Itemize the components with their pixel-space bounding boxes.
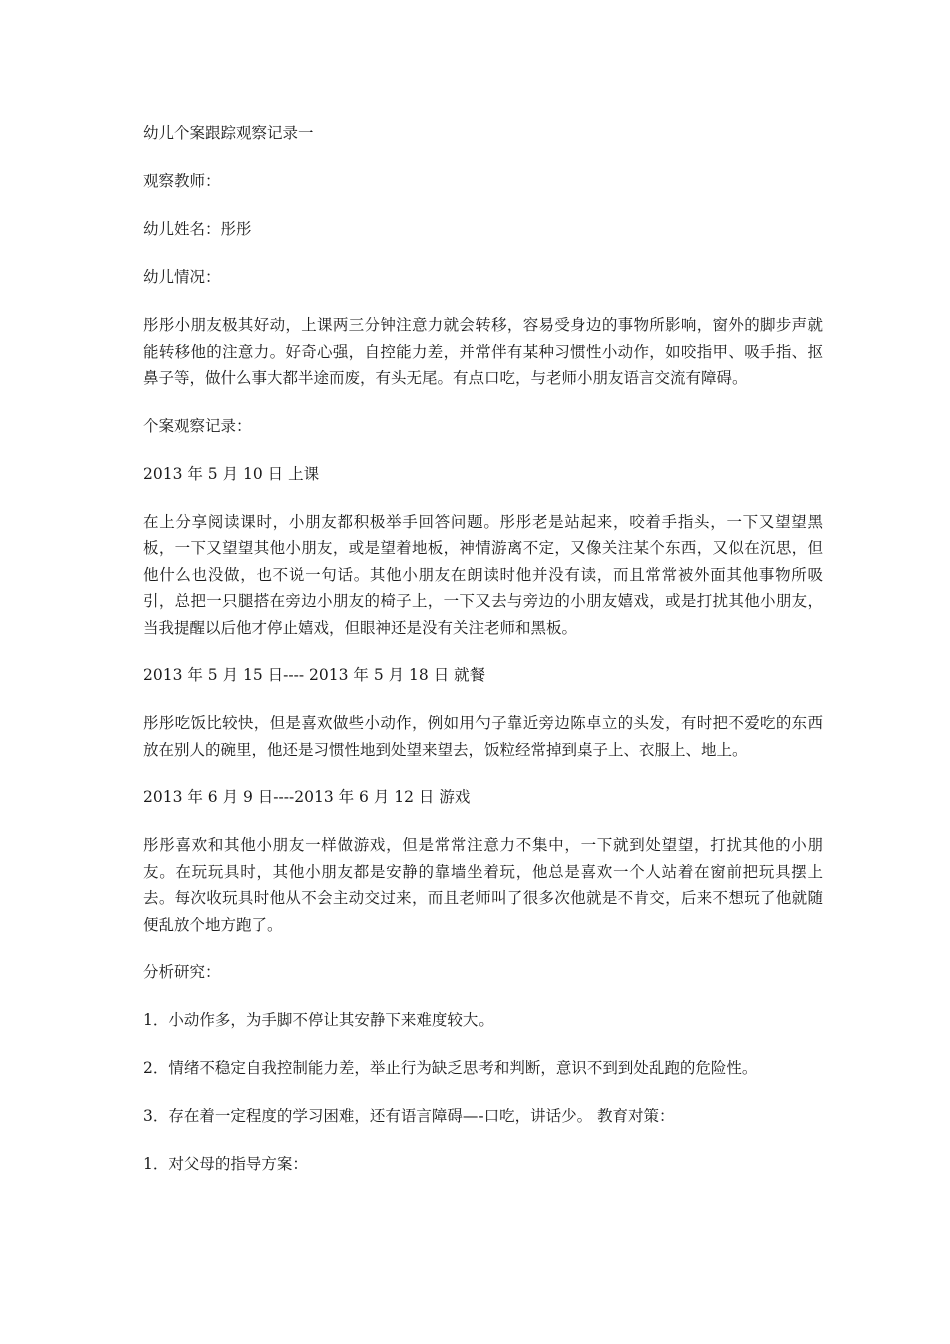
child-name-line: 幼儿姓名：彤彤 — [143, 220, 252, 238]
analysis-item-1: 1．小动作多，为手脚不停让其安静下来难度较大。 — [143, 1011, 494, 1029]
document-body — [143, 120, 823, 1199]
record-text-2: 彤彤吃饭比较快，但是喜欢做些小动作，例如用勺子靠近旁边陈卓立的头发，有时把不爱吃的东西放在别人的碗里，他还是习惯性地到处望来望去，饭粒经常掉到桌子上、衣服上、地上。 — [143, 714, 823, 759]
document-title: 幼儿个案跟踪观察记录一 — [143, 124, 314, 142]
analysis-item-3: 3．存在着一定程度的学习困难，还有语言障碍—-口吃，讲话少。 教育对策： — [143, 1107, 675, 1125]
record-date-1: 2013 年 5 月 10 日 上课 — [143, 464, 320, 483]
record-label: 个案观察记录： — [143, 416, 252, 435]
observer-label: 观察教师： — [143, 172, 221, 190]
record-text-1: 在上分享阅读课时，小朋友都积极举手回答问题。彤彤老是站起来，咬着手指头，一下又望望黑板，一下又望望其他小朋友，或是望着地板，神情游离不定，又像关注某个东西，又似在沉思，但他什么也没做，也不说一句话。其他小朋友在朗读时他并没有读，而且常常被外面其他事物所吸引，总把一只腿搭在旁边小朋友的椅子上，一下又去与旁边的小朋友嬉戏，或是打扰其他小朋友，当我提醒以后他才停止嬉戏，但眼神还是没有关注老师和黑板。 — [143, 512, 823, 637]
analysis-item-4: 1．对父母的指导方案： — [143, 1155, 308, 1173]
analysis-item-2: 2．情绪不稳定自我控制能力差，举止行为缺乏思考和判断，意识不到到处乱跑的危险性。 — [143, 1059, 758, 1077]
child-situation-label: 幼儿情况： — [143, 268, 221, 286]
record-text-3: 彤彤喜欢和其他小朋友一样做游戏，但是常常注意力不集中，一下就到处望望，打扰其他的小朋友。在玩玩具时，其他小朋友都是安静的靠墙坐着玩，他总是喜欢一个人站着在窗前把玩具摆上去。每次收玩具时他从不会主动交过来，而且老师叫了很多次他就是不肯交，后来不想玩了他就随便乱放个地方跑了。 — [143, 836, 823, 934]
analysis-label: 分析研究： — [143, 963, 221, 981]
child-situation-text: 彤彤小朋友极其好动，上课两三分钟注意力就会转移，容易受身边的事物所影响，窗外的脚步声就能转移他的注意力。好奇心强，自控能力差，并常伴有某种习惯性小动作，如咬指甲、吸手指、抠鼻子等，做什么事大都半途而废，有头无尾。有点口吃，与老师小朋友语言交流有障碍。 — [143, 316, 823, 387]
record-date-3: 2013 年 6 月 9 日----2013 年 6 月 12 日 游戏 — [143, 788, 471, 806]
record-date-2: 2013 年 5 月 15 日---- 2013 年 5 月 18 日 就餐 — [143, 666, 486, 684]
